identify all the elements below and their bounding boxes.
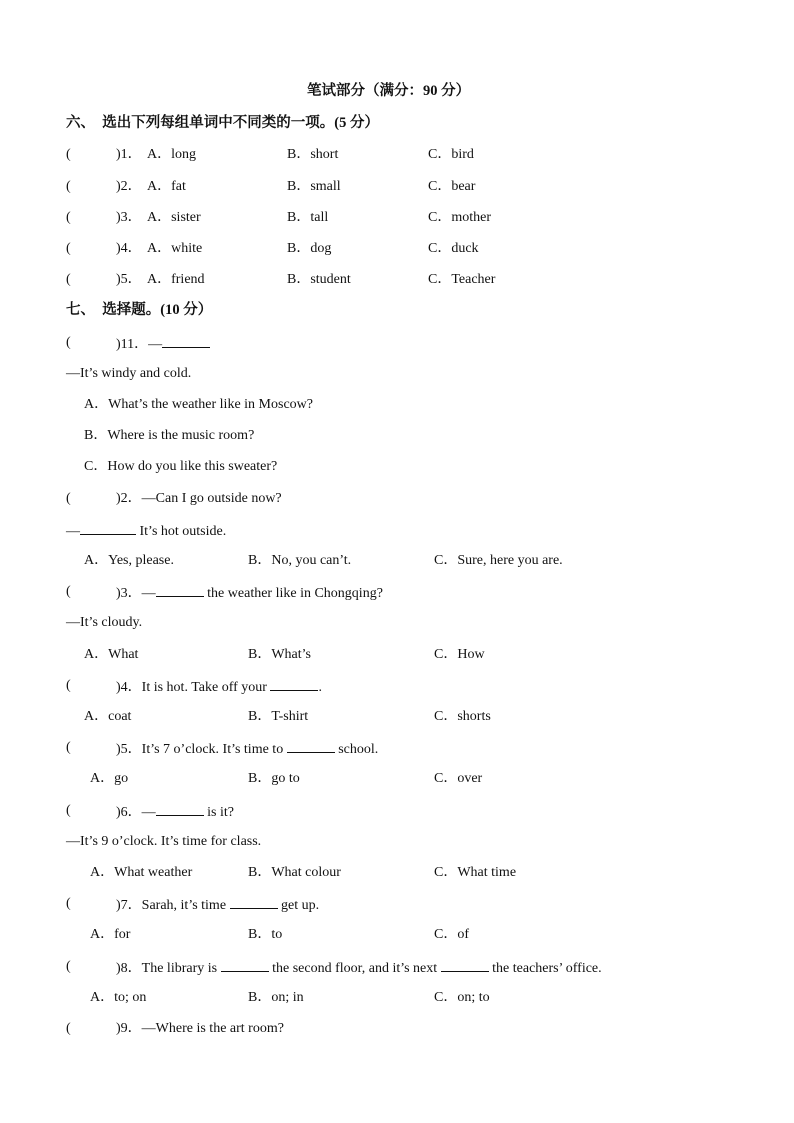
question-stem: )2．—Can I go outside now? bbox=[116, 491, 282, 506]
option-c: C．duck bbox=[428, 241, 479, 256]
option-c: C．of bbox=[434, 927, 469, 942]
answer-paren-open: ( bbox=[66, 335, 71, 350]
question-stem: )11．— bbox=[116, 334, 210, 354]
section-6-heading: 六、 选出下列每组单词中不同类的一项。(5 分） bbox=[66, 115, 379, 131]
answer-line: —It’s windy and cold. bbox=[66, 366, 192, 381]
option-a: A．go bbox=[90, 771, 129, 786]
option-a: A．friend bbox=[147, 272, 205, 287]
item-number: )1． bbox=[116, 147, 142, 162]
answer-paren-open: ( bbox=[66, 584, 71, 599]
option-b: B．on; in bbox=[248, 990, 304, 1005]
answer-paren-open: ( bbox=[66, 179, 71, 194]
option-c: C．Sure, here you are. bbox=[434, 553, 563, 568]
question-stem: )6．— is it? bbox=[116, 802, 234, 822]
option-c: C．Teacher bbox=[428, 272, 496, 287]
item-number: )4． bbox=[116, 241, 142, 256]
option-b: B．What colour bbox=[248, 865, 341, 880]
question-stem: )9．—Where is the art room? bbox=[116, 1021, 284, 1036]
option-c: C．How do you like this sweater? bbox=[84, 459, 278, 474]
option-c: C．How bbox=[434, 647, 485, 662]
option-c: C．bird bbox=[428, 147, 474, 162]
option-a: A．coat bbox=[84, 709, 132, 724]
option-b: B．go to bbox=[248, 771, 300, 786]
option-a: A．sister bbox=[147, 210, 201, 225]
answer-paren-open: ( bbox=[66, 241, 71, 256]
question-stem: )8．The library is the second floor, and it’s next the teachers’ office. bbox=[116, 958, 602, 978]
option-a: A．to; on bbox=[90, 990, 147, 1005]
answer-line: —It’s cloudy. bbox=[66, 615, 143, 630]
option-b: B．short bbox=[287, 147, 339, 162]
answer-paren-open: ( bbox=[66, 803, 71, 818]
answer-blank bbox=[270, 677, 318, 691]
answer-paren-open: ( bbox=[66, 1021, 71, 1036]
option-a: A．Yes, please. bbox=[84, 553, 174, 568]
page-title: 笔试部分（满分：90 分） bbox=[307, 83, 471, 99]
item-number: )5． bbox=[116, 272, 142, 287]
answer-paren-open: ( bbox=[66, 959, 71, 974]
option-b: B．dog bbox=[287, 241, 332, 256]
option-b: B．student bbox=[287, 272, 351, 287]
answer-blank bbox=[230, 895, 278, 909]
question-stem: )3．— the weather like in Chongqing? bbox=[116, 583, 383, 603]
answer-paren-open: ( bbox=[66, 210, 71, 225]
option-c: C．bear bbox=[428, 179, 476, 194]
option-c: C．What time bbox=[434, 865, 517, 880]
option-c: C．mother bbox=[428, 210, 491, 225]
answer-blank bbox=[441, 958, 489, 972]
answer-blank bbox=[80, 521, 136, 535]
answer-line: — It’s hot outside. bbox=[66, 521, 226, 541]
answer-blank bbox=[156, 583, 204, 597]
option-a: A．fat bbox=[147, 179, 186, 194]
item-number: )2． bbox=[116, 179, 142, 194]
question-stem: )5．It’s 7 o’clock. It’s time to school. bbox=[116, 739, 378, 759]
option-a: A．What weather bbox=[90, 865, 193, 880]
option-b: B．What’s bbox=[248, 647, 311, 662]
answer-blank bbox=[221, 958, 269, 972]
item-number: )3． bbox=[116, 210, 142, 225]
option-a: A．for bbox=[90, 927, 131, 942]
option-a: A．What’s the weather like in Moscow? bbox=[84, 397, 313, 412]
answer-blank bbox=[162, 334, 210, 348]
option-b: B．Where is the music room? bbox=[84, 428, 255, 443]
answer-paren-open: ( bbox=[66, 678, 71, 693]
answer-paren-open: ( bbox=[66, 491, 71, 506]
option-c: C．over bbox=[434, 771, 483, 786]
answer-line: —It’s 9 o’clock. It’s time for class. bbox=[66, 834, 262, 849]
option-b: B．T-shirt bbox=[248, 709, 309, 724]
question-stem: )4．It is hot. Take off your . bbox=[116, 677, 322, 697]
answer-blank bbox=[287, 739, 335, 753]
answer-paren-open: ( bbox=[66, 896, 71, 911]
option-a: A．long bbox=[147, 147, 196, 162]
section-7-heading: 七、 选择题。(10 分） bbox=[66, 302, 213, 318]
answer-paren-open: ( bbox=[66, 740, 71, 755]
option-a: A．What bbox=[84, 647, 139, 662]
answer-paren-open: ( bbox=[66, 272, 71, 287]
option-b: B．tall bbox=[287, 210, 329, 225]
option-c: C．on; to bbox=[434, 990, 490, 1005]
option-a: A．white bbox=[147, 241, 203, 256]
answer-paren-open: ( bbox=[66, 147, 71, 162]
option-b: B．No, you can’t. bbox=[248, 553, 352, 568]
question-stem: )7．Sarah, it’s time get up. bbox=[116, 895, 319, 915]
option-c: C．shorts bbox=[434, 709, 491, 724]
option-b: B．to bbox=[248, 927, 283, 942]
option-b: B．small bbox=[287, 179, 341, 194]
answer-blank bbox=[156, 802, 204, 816]
